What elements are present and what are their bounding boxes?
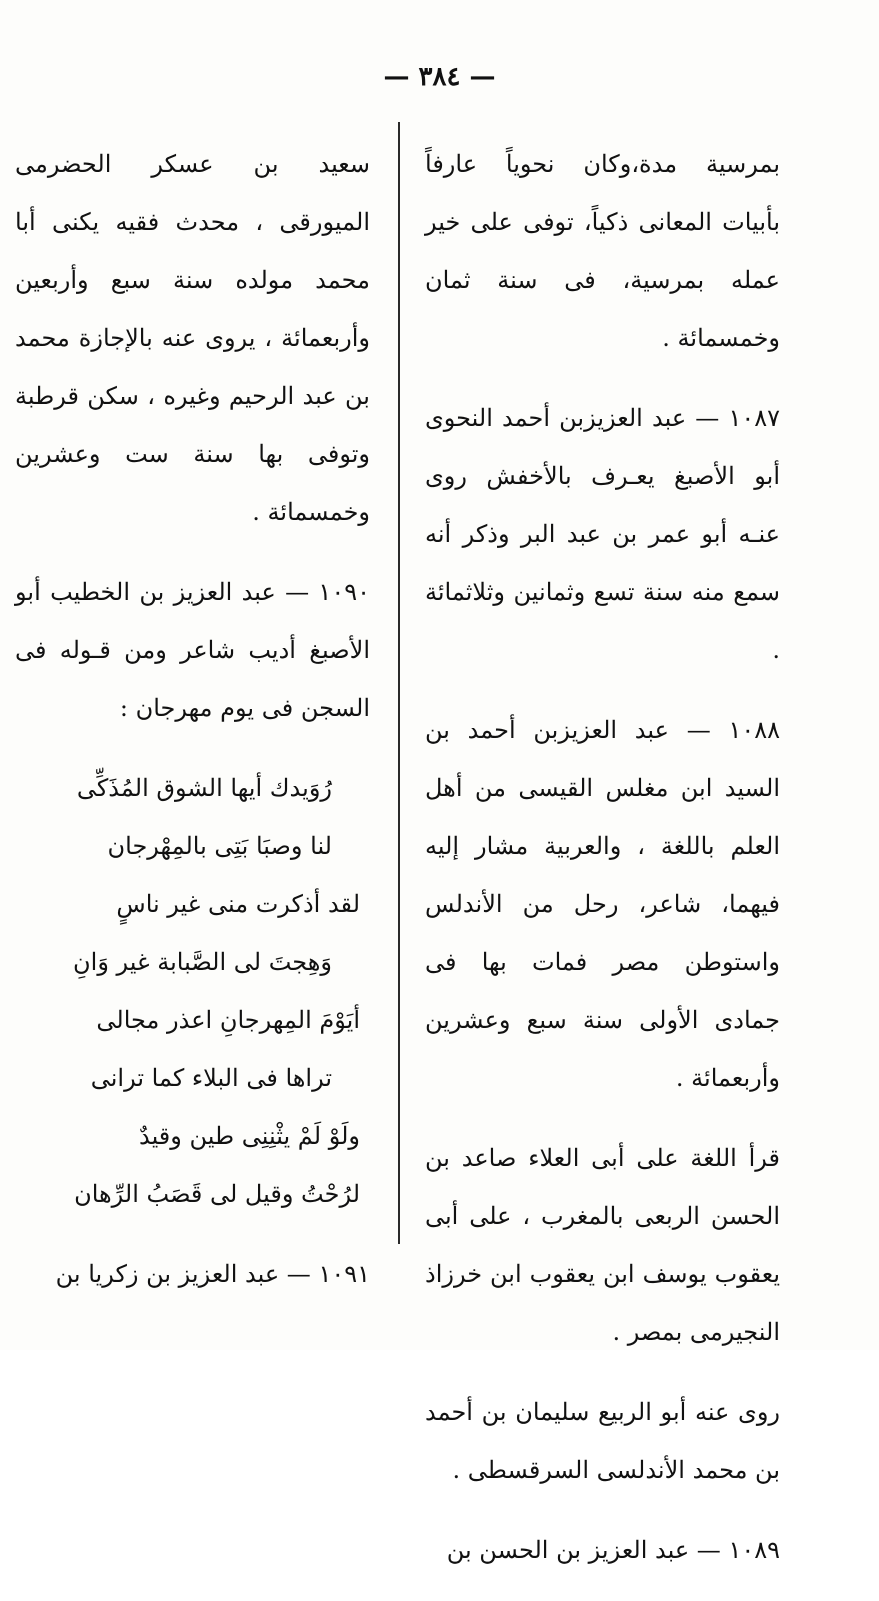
entry-1087 [425,389,780,679]
verse-line: أيَوْمَ المِهرجانِ اعذر مجالى [96,1006,360,1034]
verse-line: لرُحْتُ وقيل لى قَصَبُ الرِّهان [74,1180,360,1208]
left-column [15,135,370,1325]
entry-1087-title: ١٠٨٧ — عبد العزيزبن أحمد النحوى [425,404,780,432]
paragraph-continuation: بمرسية مدة،وكان نحوياً عارفاً بأبيات المعانى ذكياً، توفى على خير عمله بمرسية، فى سنة ثمان وخمسمائة . [425,150,780,352]
spacer [15,1223,370,1245]
right-column [425,135,780,1601]
entry-1090 [15,563,370,737]
entry-1088-body: ابن مغلس القيسى من أهل العلم باللغة ، والعربية مشار إليه فيهما، شاعر، رحل من الأندلس واستوطن مصر فمات بها فى جمادى الأولى سنة سبع وعشرين وأربعمائة . [425,774,780,1092]
paragraph-rawa: روى عنه أبو الربيع سليمان بن أحمد بن محمد الأندلسى السرقسطى . [425,1398,780,1484]
verse-line: رُوَيدك أيها الشوق المُذَكِّى [76,774,332,802]
entry-1090-title: ١٠٩٠ — عبد العزيز بن الخطيب [50,578,370,606]
entry-1087-body: أبو الأصبغ يعـرف بالأخفش روى عنـه أبو عمر بن عبد البر وذكر أنه سمع منه سنة تسع وثمانين وثلاثمائة . [425,462,781,664]
poem [15,759,370,1223]
entry-1088 [425,701,780,1107]
entry-1088-title: ١٠٨٨ — عبد العزيزبن أحمد بن السيد [425,716,780,802]
entry-1090-body: أبو الأصبغ أديب شاعر ومن قـوله فى السجن فى يوم مهرجان : [15,578,370,722]
verse-line: لنا وصبَا بَتِى بالمِهْرجان [107,832,332,860]
verse-line: وَهِجتَ لى الصَّبابة غير وَانِ [73,948,332,976]
column-divider [398,122,400,1244]
paragraph-continuation-left: سعيد بن عسكر الحضرمى الميورقى ، محدث فقيه يكنى أبا محمد مولده سنة سبع وأربعين وأربعمائة ، يروى عنه بالإجازة محمد بن عبد الرحيم وغيره ، سكن قرطبة وتوفى بها سنة ست وعشرين وخمسمائة . [15,150,370,526]
verse-line: ولَوْ لَمْ يثْنِنِى طين وقيدٌ [138,1122,360,1150]
paragraph-qara: قرأ اللغة على أبى العلاء صاعد بن الحسن الربعى بالمغرب ، على أبى يعقوب يوسف ابن يعقوب ابن خرزاذ النجيرمى بمصر . [425,1144,780,1346]
entry-1091-title: ١٠٩١ — عبد العزيز بن زكريا بن [55,1260,370,1288]
verse-line: تراها فى البلاء كما ترانى [90,1064,332,1092]
page-number: — ٣٨٤ — [383,62,496,92]
verse-line: لقد أذكرت منى غير ناسٍ [116,890,360,918]
entry-1089-title: ١٠٨٩ — عبد العزيز بن الحسن بن [446,1536,780,1564]
